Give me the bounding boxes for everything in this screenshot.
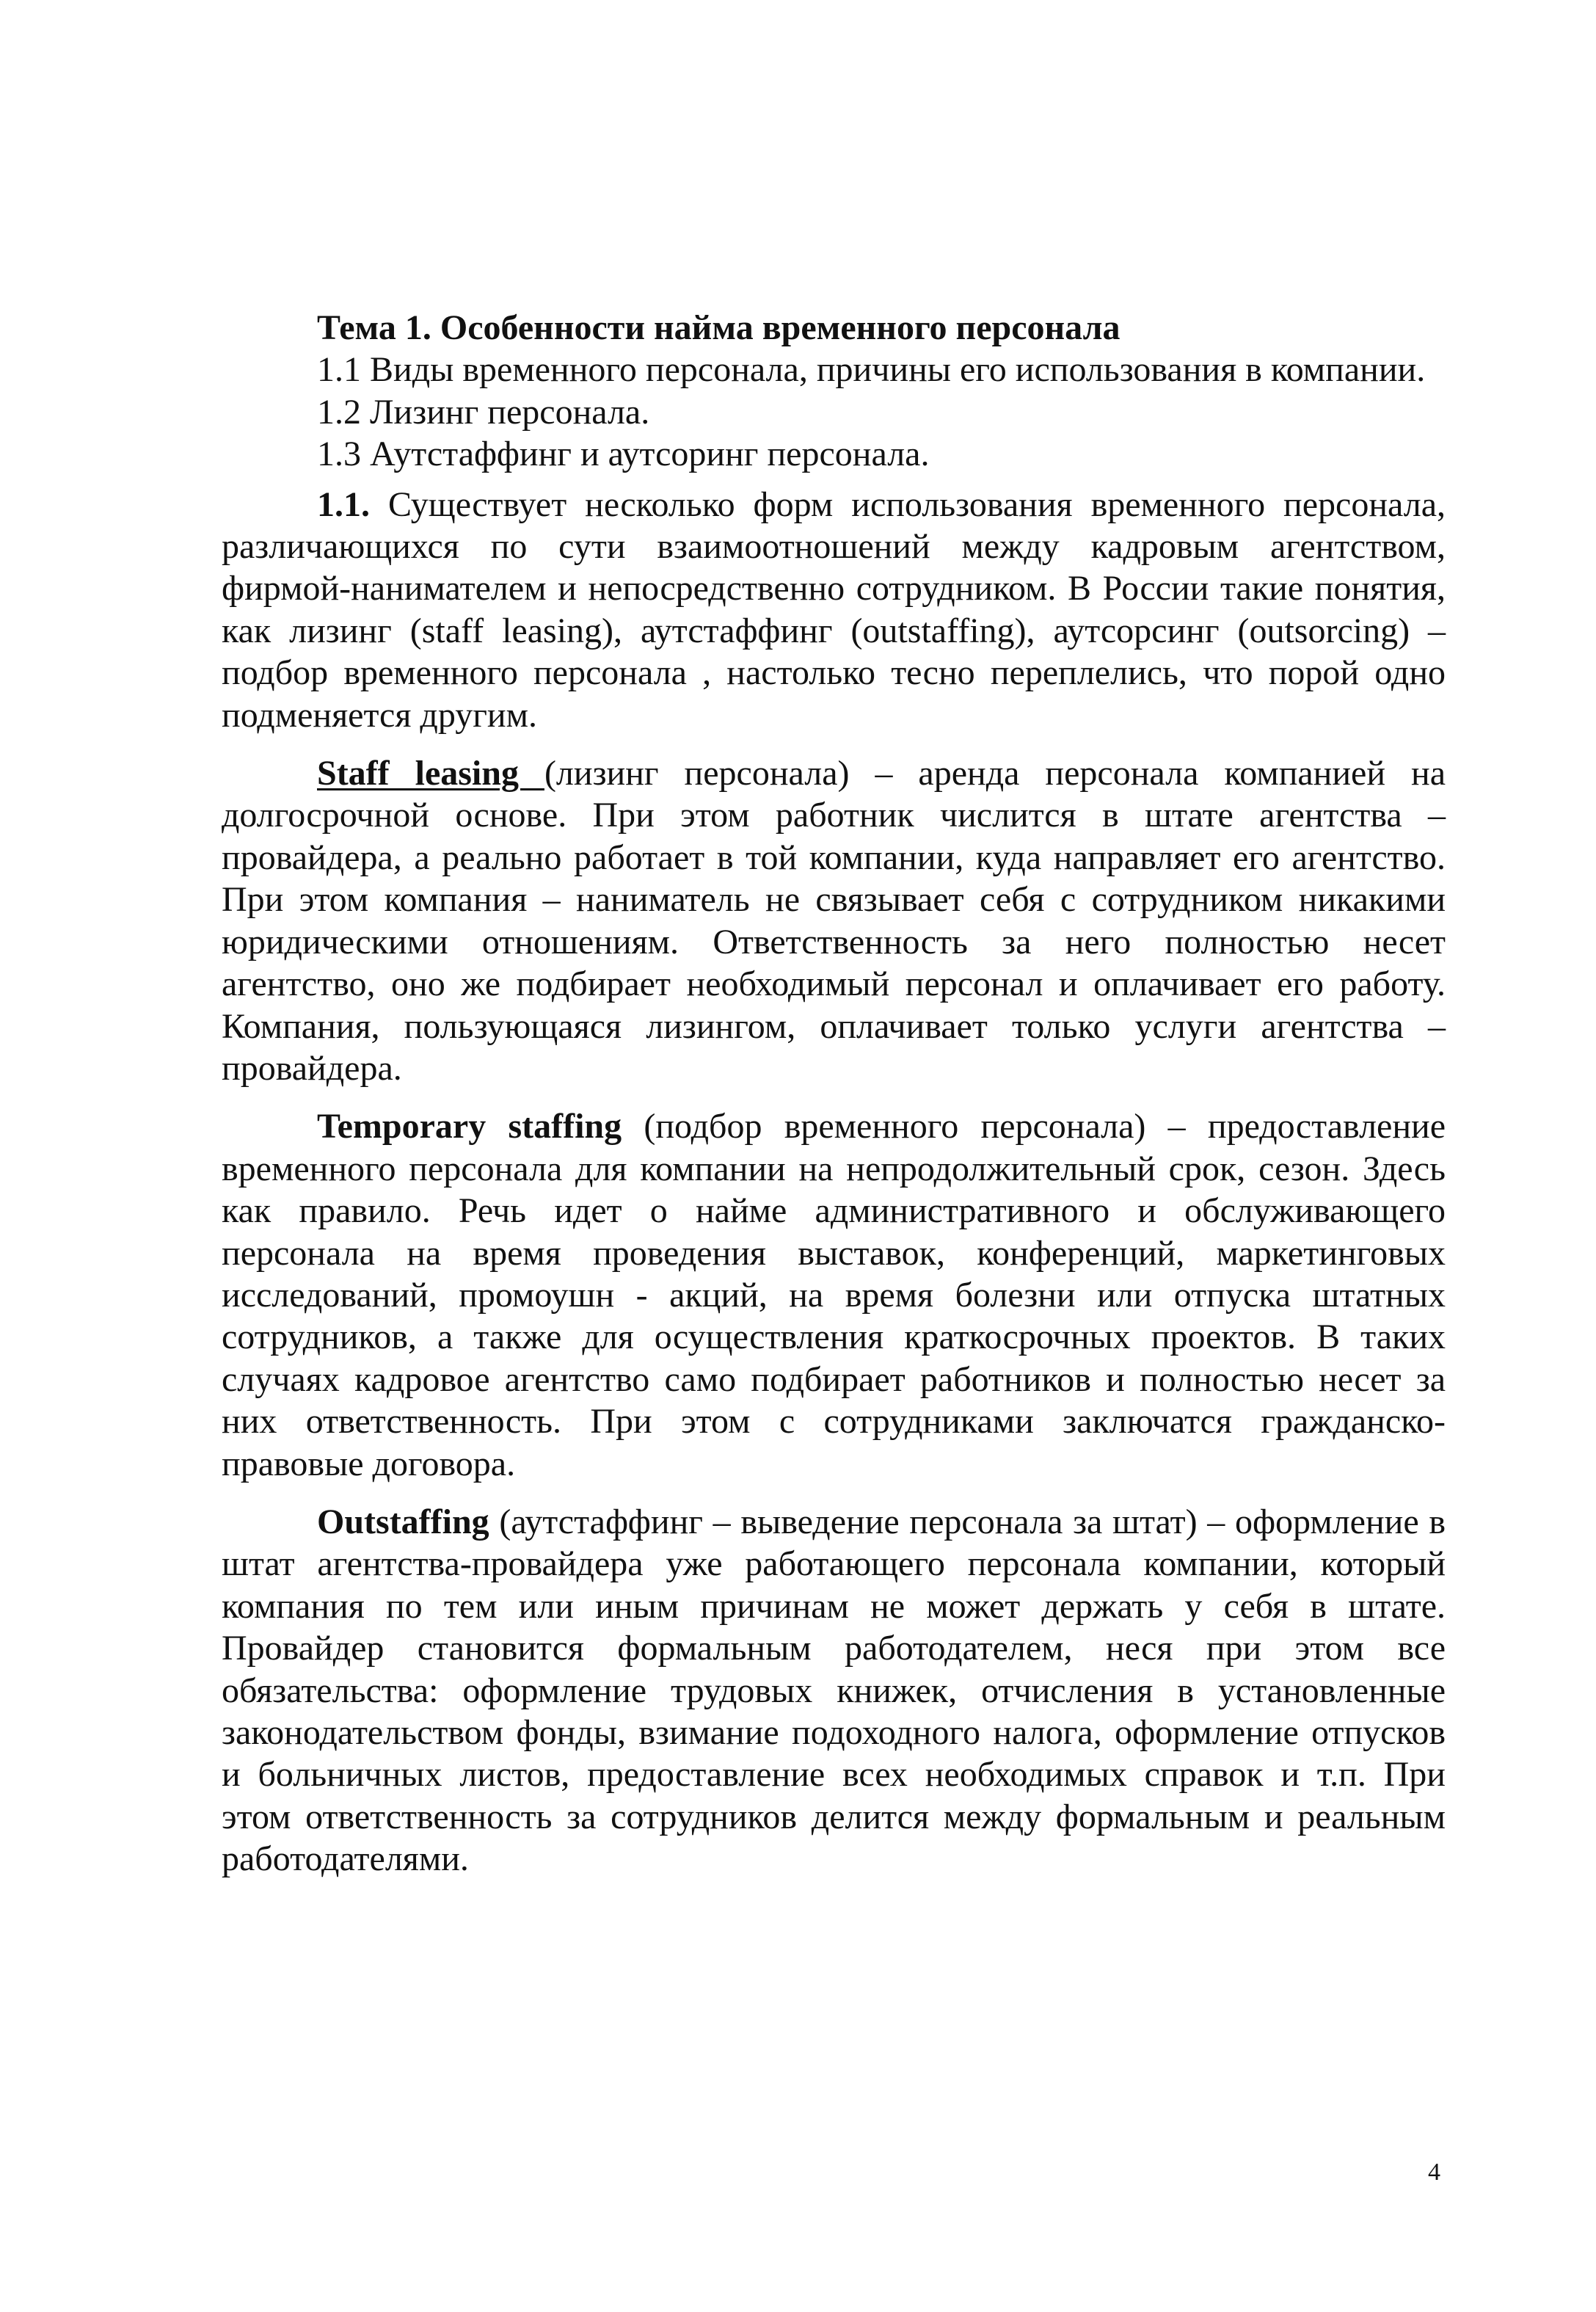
- paragraph-temporary-staffing: [222, 1105, 1446, 1485]
- paragraph-outstaffing-text: (аутстаффинг – выведение персонала за штат) – оформление в штат агентства-провайдера уже работающего персонала компании, который компания по тем или иным причинам не может держать у себя в штате. Провайдер становится формальным работодателем, неся при этом все обязательства: оформление трудовых книжек, отчисления в установленные законодательством фонды, взимание подоходного налога, оформление отпусков и больничных листов, предоставление всех необходимых справок и т.п. При этом ответственность за сотрудников делится между формальным и реальным работодателями.: [222, 1502, 1446, 1879]
- paragraph-temporary-staffing-text: (подбор временного персонала) – предоставление временного персонала для компании на непродолжительный срок, сезон. Здесь как правило. Речь идет о найме административного и обслуживающего персонала на время проведения выставок, конференций, маркетинговых исследований, промоушн - акций, на время болезни или отпуска штатных сотрудников, а также для осуществления краткосрочных проектов. В таких случаях кадровое агентство само подбирает работников и полностью несет за них ответственность. При этом с сотрудниками заключатся гражданско-правовые договора.: [222, 1107, 1446, 1483]
- paragraph-staff-leasing-text: (лизинг персонала) – аренда персонала компанией на долгосрочной основе. При этом работник числится в штате агентства – провайдера, а реально работает в той компании, куда направляет его агентство. При этом компания – наниматель не связывает себя с сотрудником никакими юридическими отношениям. Ответственность за него полностью несет агентство, оно же подбирает необходимый персонал и оплачивает его работу. Компания, пользующаяся лизингом, оплачивает только услуги агентства – провайдера.: [222, 754, 1446, 1088]
- topic-outline: [317, 307, 1446, 476]
- paragraph-intro: [222, 484, 1446, 736]
- outline-item-1-2: 1.2 Лизинг персонала.: [317, 392, 650, 432]
- paragraph-outstaffing: [222, 1501, 1446, 1880]
- section-number: 1.1.: [317, 484, 370, 524]
- term-temporary-staffing: Temporary staffing: [317, 1107, 622, 1146]
- paragraph-staff-leasing: [222, 752, 1446, 1089]
- outline-item-1-1: 1.1 Виды временного персонала, причины его использования в компании.: [317, 350, 1426, 390]
- page-content: [222, 307, 1446, 1880]
- term-staff-leasing: Staff leasing: [317, 754, 544, 793]
- paragraph-intro-text: Существует несколько форм использования временного персонала, различающихся по сути взаимоотношений между кадровым агентством, фирмой-нанимателем и непосредственно сотрудником. В России такие понятия, как лизинг (staff leasing), аутстаффинг (outstaffing), аутсорсинг (outsorcing) – подбор временного персонала , настолько тесно переплелись, что порой одно подменяется другим.: [222, 484, 1446, 735]
- term-outstaffing: Outstaffing: [317, 1502, 489, 1541]
- outline-item-1-3: 1.3 Аутстаффинг и аутсоринг персонала.: [317, 435, 930, 474]
- topic-heading: Тема 1. Особенности найма временного персонала: [317, 308, 1121, 347]
- page-number: 4: [1428, 2159, 1440, 2186]
